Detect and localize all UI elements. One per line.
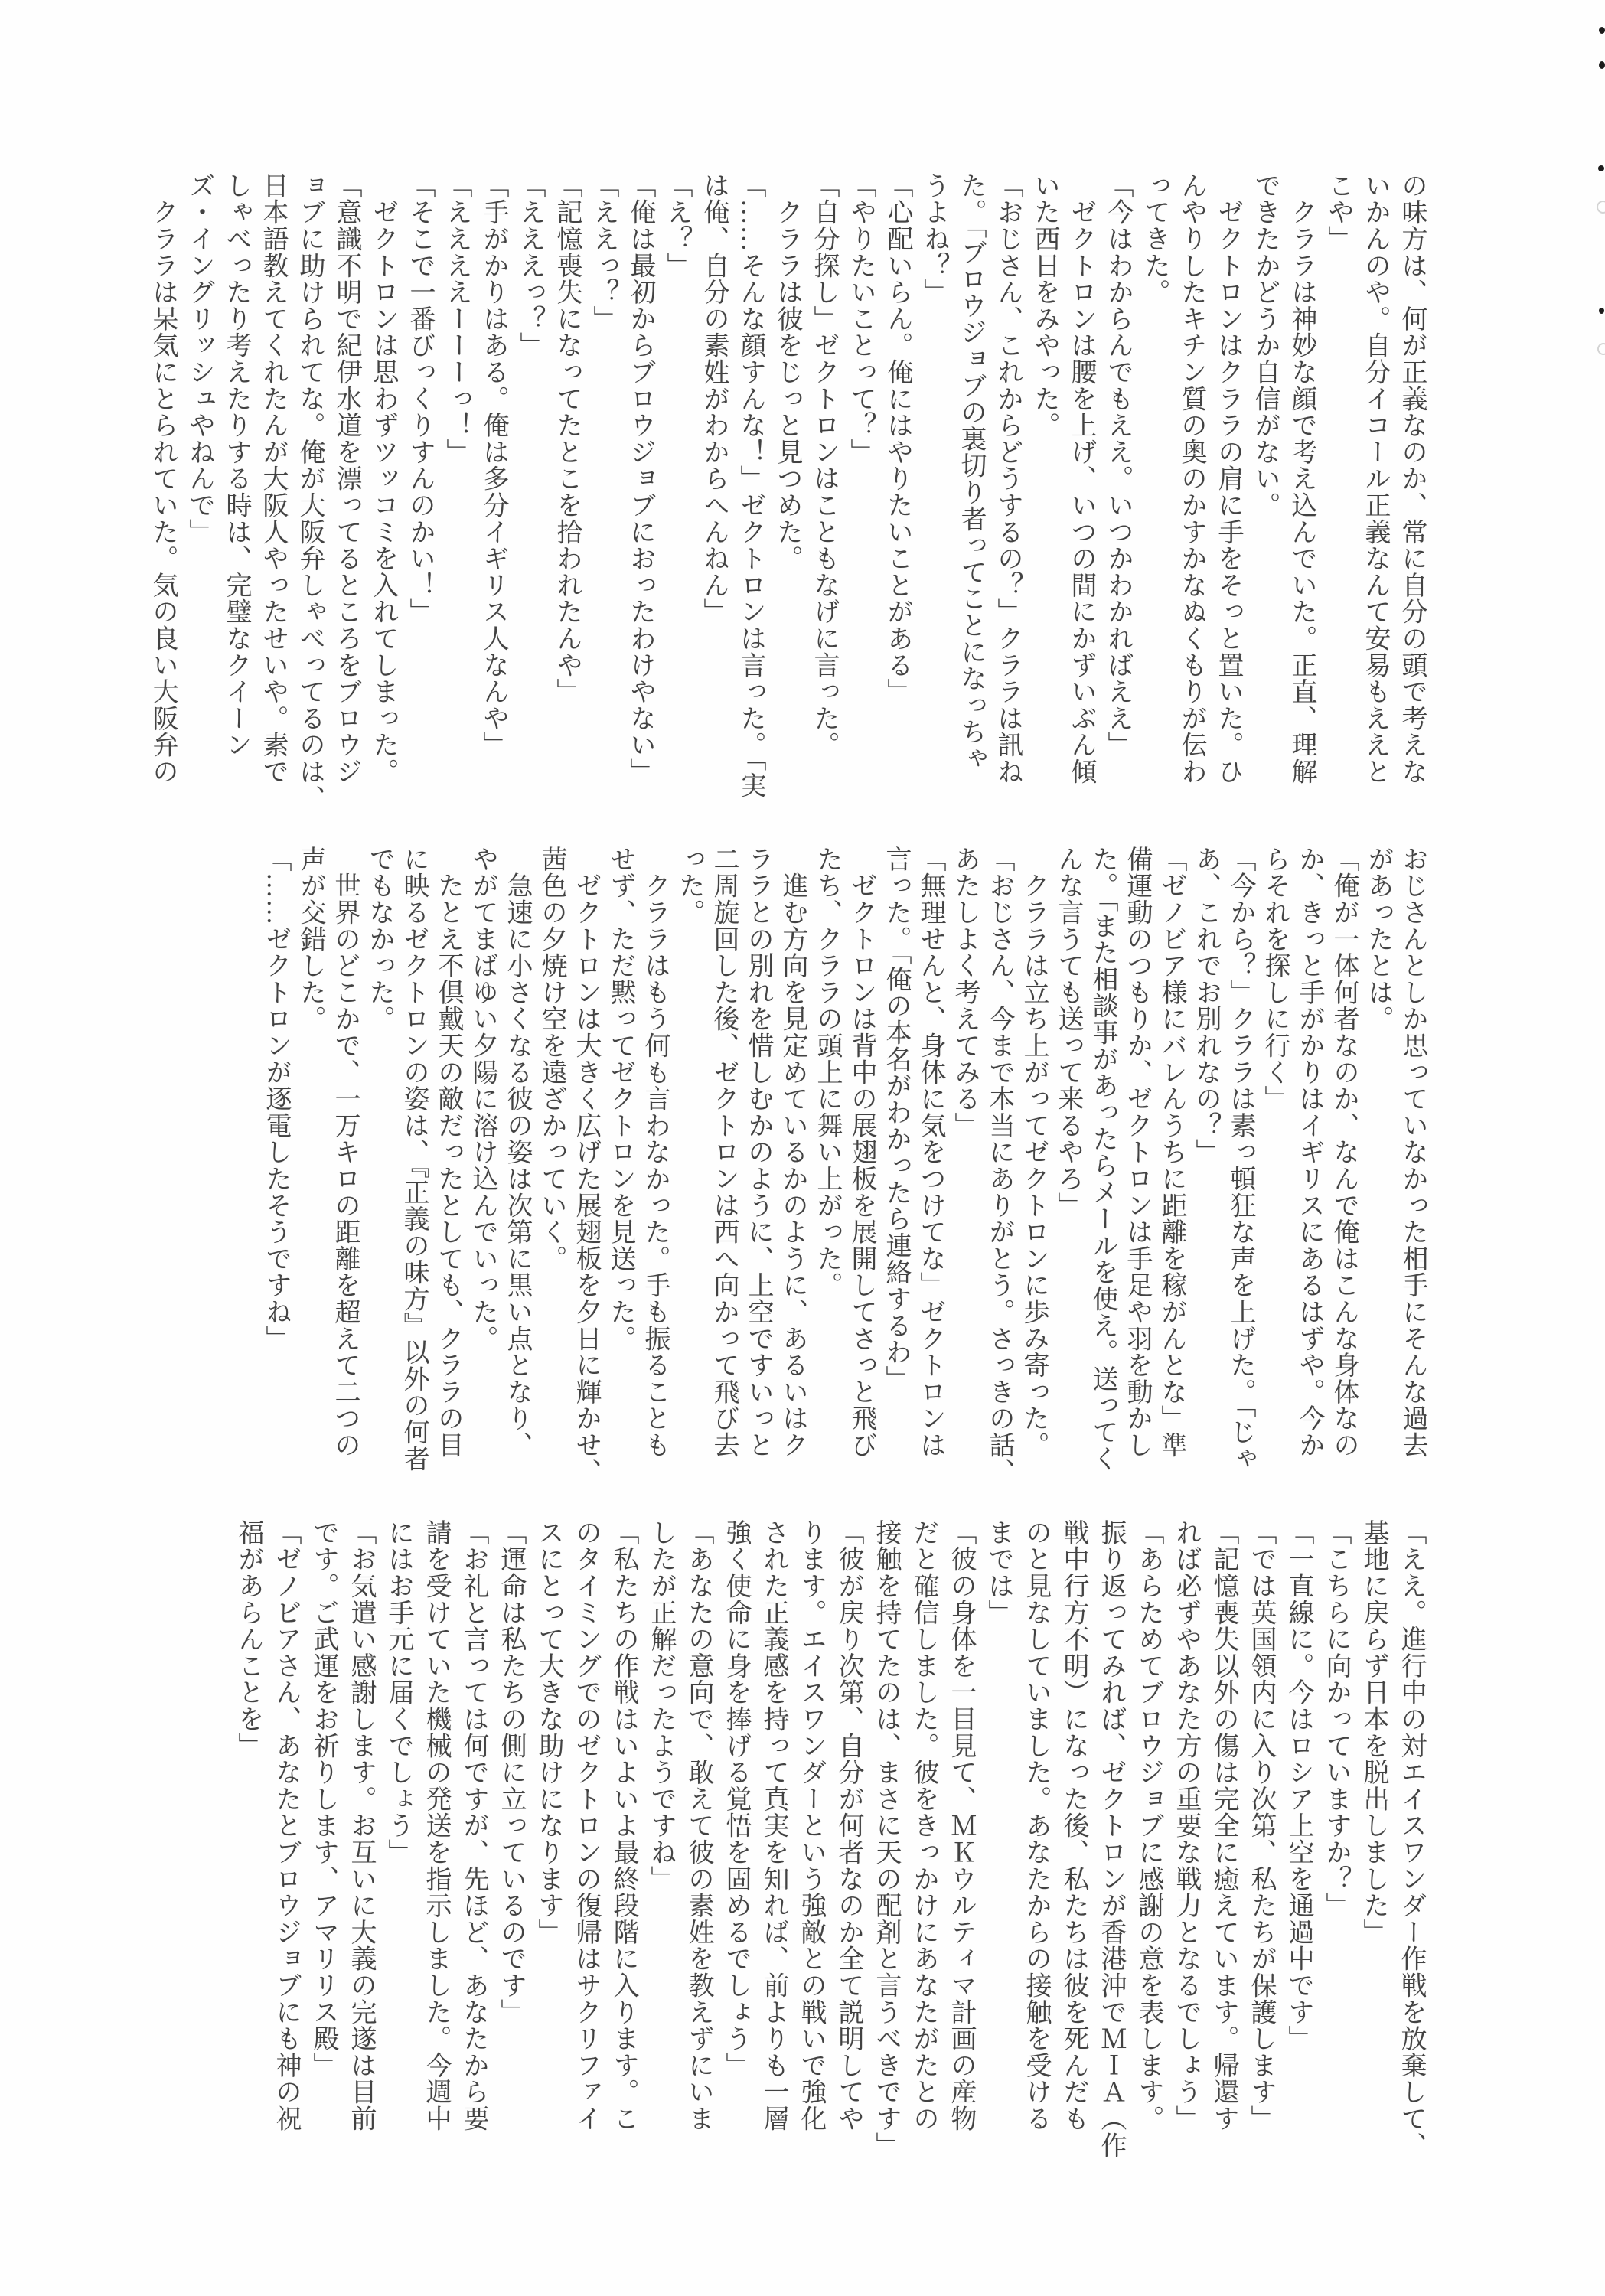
text-column: できたかどうか自信がない。 xyxy=(1251,172,1279,519)
scan-speck xyxy=(1599,61,1605,69)
text-column: 「俺は最初からブロウジョブにおったわけやない」 xyxy=(626,172,654,785)
text-column: ります。エイスワンダーという強敵との戦いで強化 xyxy=(797,1519,825,2132)
text-column: は俺、自分の素姓がわからへんねん」 xyxy=(700,172,728,625)
text-column: スにとって大きな助けになります」 xyxy=(534,1519,563,1945)
text-column: ゼクトロンは腰を上げ、いつの間にかずいぶん傾 xyxy=(1067,172,1095,785)
text-column: おじさんとしか思っていなかった相手にそんな過去 xyxy=(1398,846,1427,1459)
text-column: 福があらんことを」 xyxy=(234,1519,263,1760)
text-column: 振り返ってみれば、ゼクトロンが香港沖でＭＩＡ（作 xyxy=(1097,1519,1125,2159)
text-column: クララは彼をじっと見つめた。 xyxy=(773,172,801,572)
text-band-2 xyxy=(259,846,1430,1486)
text-column: 世界のどこかで、一万キロの距離を超えて二つの xyxy=(331,846,359,1459)
text-band-3 xyxy=(230,1519,1430,2159)
scan-ring xyxy=(1597,343,1605,355)
text-column: 二周旋回した後、ゼクトロンは西へ向かって飛び去 xyxy=(710,846,738,1459)
text-column: こや」 xyxy=(1324,172,1352,253)
text-column: 「お気遣い感謝します。お互いに大義の完遂は目前 xyxy=(347,1519,375,2132)
text-column: ってきた。 xyxy=(1140,172,1169,305)
text-column: 急速に小さくなる彼の姿は次第に黒い点となり、 xyxy=(503,846,531,1459)
text-column: に映るゼクトロンの姿は、『正義の味方』以外の何者 xyxy=(400,846,428,1473)
text-column: 「意識不明で紀伊水道を漂ってるところをブロウジ xyxy=(332,172,360,785)
text-column: 声が交錯した。 xyxy=(296,846,325,1032)
text-column: たち、クララの頭上に舞い上がった。 xyxy=(813,846,841,1299)
text-column: か、きっと手がかりはイギリスにあるはずや。今か xyxy=(1295,846,1323,1459)
text-column: 「やりたいことって？」 xyxy=(847,172,875,465)
text-column: 「あなたの意向で、敢えて彼の素姓を教えずにいま xyxy=(684,1519,713,2132)
text-column: 「おじさん、今まで本当にありがとう。さっきの話、 xyxy=(985,846,1013,1486)
text-column: ゼクトロンは思わずツッコミを入れてしまった。 xyxy=(369,172,397,785)
text-column: 「運命は私たちの側に立っているのです」 xyxy=(497,1519,525,2026)
text-column: にはお手元に届くでしょう」 xyxy=(384,1519,413,1866)
text-column: 「手がかりはある。俺は多分イギリス人なんや」 xyxy=(479,172,507,758)
text-column: された正義感を持って真実を知れば、前よりも一層 xyxy=(759,1519,788,2132)
text-column: たとえ不倶戴天の敵だったとしても、クララの目 xyxy=(434,846,462,1459)
text-column: あ、これでお別れなの？」 xyxy=(1192,846,1220,1166)
text-column: んな言うても送って来るやろ」 xyxy=(1054,846,1082,1219)
text-column: したが正解だったようですね」 xyxy=(647,1519,675,1893)
text-column: 「俺が一体何者なのか、なんで俺はこんな身体なの xyxy=(1329,846,1358,1459)
text-column: やがてまばゆい夕陽に溶け込んでいった。 xyxy=(468,846,497,1352)
text-column: せず、ただ黙ってゼクトロンを見送った。 xyxy=(606,846,634,1352)
scan-ring xyxy=(1597,201,1605,214)
text-column: 「今から？」クララは素っ頓狂な声を上げた。「じゃ xyxy=(1226,846,1254,1473)
text-column: ララとの別れを惜しむかのように、上空ですいっと xyxy=(744,846,772,1459)
text-column: 「お礼と言っては何ですが、先ほど、あなたから要 xyxy=(459,1519,488,2132)
text-column: 日本語教えてくれたんが大阪人やったせいや。素で xyxy=(259,172,287,785)
text-column: 「無理せんと、身体に気をつけてな」ゼクトロンは xyxy=(916,846,944,1459)
text-column: 「一直線に。今はロシア上空を通過中です」 xyxy=(1284,1519,1313,2052)
text-column: うよね？」 xyxy=(920,172,948,305)
text-column: の味方は、何が正義なのか、常に自分の頭で考えな xyxy=(1398,172,1426,785)
text-column: クララはもう何も言わなかった。手も振ることも xyxy=(641,846,669,1459)
text-column: 「彼が戻り次第、自分が何者なのか全て説明してや xyxy=(834,1519,863,2132)
text-column: だと確信しました。彼をきっかけにあなたがたとの xyxy=(909,1519,938,2132)
text-column: ョブに助けられてな。俺が大阪弁しゃべってるのは、 xyxy=(295,172,324,812)
text-column: 「こちらに向かっていますか？」 xyxy=(1322,1519,1350,1919)
text-column: 「彼の身体を一目見て、ＭＫウルティマ計画の産物 xyxy=(947,1519,975,2132)
text-column: しゃべったり考えたりする時は、完璧なクイーン xyxy=(222,172,250,758)
text-column: 「……そんな顔すんな！」ゼクトロンは言った。「実 xyxy=(736,172,765,799)
text-column: んやりしたキチン質の奥のかすかなぬくもりが伝わ xyxy=(1177,172,1205,785)
text-column: 「私たちの作戦はいよいよ最終段階に入ります。こ xyxy=(609,1519,638,2132)
text-column: 「ええっ？」 xyxy=(589,172,618,332)
text-column: があったとは。 xyxy=(1364,846,1392,1032)
text-column: 基地に戻らず日本を脱出しました」 xyxy=(1359,1519,1388,1945)
text-column: ゼクトロンはクララの肩に手をそっと置いた。ひ xyxy=(1214,172,1242,785)
text-column: 「ゼノビア様にバレんうちに距離を稼がんとな」準 xyxy=(1157,846,1186,1459)
text-column: ゼクトロンは大きく広げた展翅板を夕日に輝かせ、 xyxy=(572,846,600,1486)
text-column: 「自分探し」ゼクトロンはこともなげに言った。 xyxy=(810,172,838,758)
text-column: のと見なしていました。あなたからの接触を受ける xyxy=(1022,1519,1050,2132)
text-column: 「……ゼクトロンが逐電したそうですね」 xyxy=(262,846,290,1352)
text-column: 「えええっ？」 xyxy=(516,172,544,359)
text-column: のタイミングでのゼクトロンの復帰はサクリファイ xyxy=(572,1519,600,2132)
text-column: ズ・イングリッシュやねんで」 xyxy=(185,172,214,546)
text-column: 「おじさん、これからどうするの？」クララは訊ね xyxy=(993,172,1022,785)
text-column: 「あらためてブロウジョブに感謝の意を表します。 xyxy=(1134,1519,1163,2132)
text-column: 接触を持てたのは、まさに天の配剤と言うべきです」 xyxy=(872,1519,900,2159)
text-band-1 xyxy=(144,172,1430,812)
text-column: 請を受けていた機械の発送を指示しました。今週中 xyxy=(422,1519,450,2132)
text-column: クララは神妙な顔で考え込んでいた。正直、理解 xyxy=(1287,172,1316,785)
text-column: 「え？」 xyxy=(663,172,691,279)
text-column: れば必ずやあなた方の重要な戦力となるでしょう」 xyxy=(1172,1519,1200,2132)
text-column: らそれを探しに行く」 xyxy=(1261,846,1289,1112)
text-column: 「そこで一番びっくりすんのかい！」 xyxy=(406,172,434,625)
text-column: 「ええええーーーっ！」 xyxy=(442,172,471,465)
text-column: クララは呆気にとられていた。気の良い大阪弁の xyxy=(148,172,177,785)
text-column: 「ええ。進行中の対エイスワンダー作戦を放棄して、 xyxy=(1397,1519,1425,2159)
text-column: クララは立ち上がってゼクトロンに歩み寄った。 xyxy=(1019,846,1048,1459)
text-column: ゼクトロンは背中の展翅板を展開してさっと飛び xyxy=(847,846,876,1459)
text-column: あたしよく考えてみる」 xyxy=(951,846,979,1139)
text-column: 「ゼノビアさん、あなたとブロウジョブにも神の祝 xyxy=(272,1519,300,2132)
text-column: 進む方向を見定めているかのように、あるいはク xyxy=(778,846,807,1459)
text-column: 「記憶喪失以外の傷は完全に癒えています。帰還す xyxy=(1209,1519,1238,2132)
text-column: 備運動のつもりか、ゼクトロンは手足や羽を動かし xyxy=(1123,846,1151,1459)
text-column: でもなかった。 xyxy=(365,846,393,1032)
text-column: 「今はわからんでもええ。いつかわかればええ」 xyxy=(1104,172,1132,758)
text-column: 強く使命に身を捧げる覚悟を固めるでしょう」 xyxy=(722,1519,750,2079)
text-column: 「心配いらん。俺にはやりたいことがある」 xyxy=(883,172,912,705)
text-column: 言った。「俺の本名がわかったら連絡するわ」 xyxy=(882,846,910,1392)
text-column: 戦中行方不明）になった後、私たちは彼を死んだも xyxy=(1059,1519,1088,2132)
text-column: た。「また相談事があったらメールを使え。送ってく xyxy=(1088,846,1117,1473)
text-column: いた西日をみやった。 xyxy=(1030,172,1059,439)
text-column: た。「ブロウジョブの裏切り者ってことになっちゃ xyxy=(957,172,985,772)
text-column: 「では英国領内に入り次第、私たちが保護します」 xyxy=(1247,1519,1275,2132)
text-column: った。 xyxy=(675,846,703,926)
scan-speck xyxy=(1599,27,1605,34)
text-column: 茜色の夕焼け空を遠ざかっていく。 xyxy=(537,846,566,1272)
text-column: までは」 xyxy=(984,1519,1013,1626)
text-column: いかんのや。自分イコール正義なんて安易もええと xyxy=(1361,172,1389,785)
scan-speck xyxy=(1599,308,1604,314)
text-column: 「記憶喪失になってたとこを拾われたんや」 xyxy=(553,172,581,705)
scan-speck xyxy=(1598,165,1604,171)
text-column: です。ご武運をお祈りします、アマリリス殿」 xyxy=(309,1519,338,2079)
